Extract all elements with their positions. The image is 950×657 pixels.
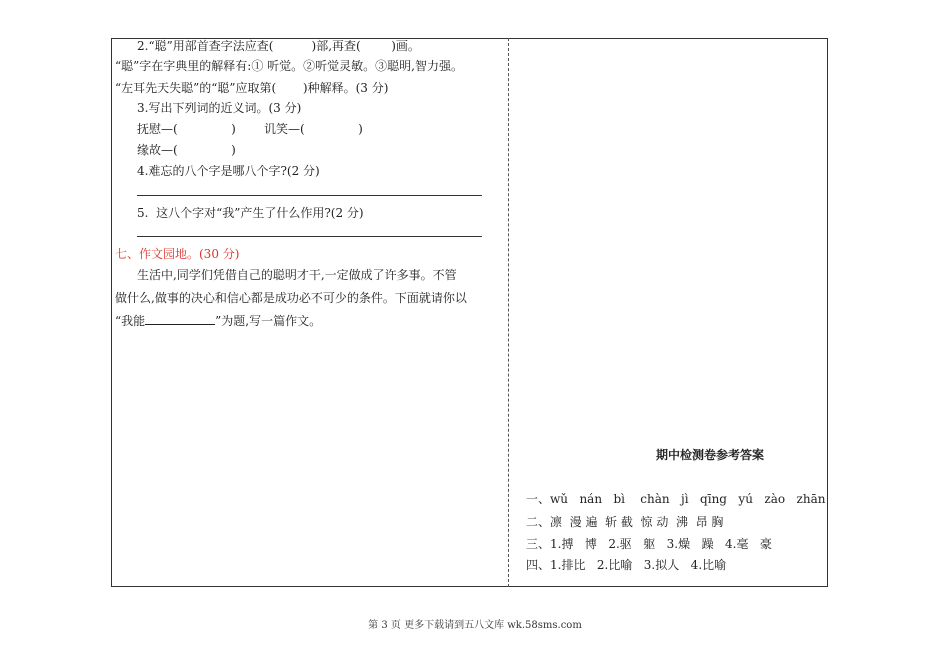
page-footer: 第 3 页 更多下载请到五八文库 wk.58sms.com — [368, 620, 582, 631]
q3-title: 3.写出下列词的近义词。(3 分) — [137, 101, 302, 115]
q4-answer-line — [137, 195, 482, 196]
answers-title: 期中检测卷参考答案 — [656, 448, 765, 462]
essay-title-blank — [145, 312, 215, 325]
q3-item-2: 讥笑—( ) — [264, 122, 363, 136]
section-7-title: 七、作文园地。(30 分) — [115, 247, 240, 261]
essay-line-3 — [115, 312, 321, 329]
q2-line3: “左耳先天失聪”的“聪”应取第( )种解释。(3 分) — [115, 81, 389, 95]
q4-title: 4.难忘的八个字是哪八个字?(2 分) — [137, 164, 320, 178]
q5-answer-line — [137, 236, 482, 237]
answer-row-1: 一、wǔ nán bì chàn jì qīng yú zào zhān — [526, 492, 826, 506]
q3-item-3: 缘故—( ) — [137, 143, 236, 157]
answer-row-2: 二、凛 漫 遍 斩 截 惊 动 沸 昂 胸 — [526, 515, 724, 529]
column-divider — [508, 38, 509, 587]
essay-prefix: “我能 — [115, 314, 146, 328]
q2-line1: 2.“聪”用部首查字法应查( )部,再查( )画。 — [137, 39, 420, 53]
essay-line-1: 生活中,同学们凭借自己的聪明才干,一定做成了许多事。不管 — [137, 268, 457, 282]
answer-row-4: 四、1.排比 2.比喻 3.拟人 4.比喻 — [526, 558, 727, 572]
essay-suffix: ”为题,写一篇作文。 — [215, 314, 322, 328]
q2-line2: “聪”字在字典里的解释有:① 听觉。②听觉灵敏。③聪明,智力强。 — [115, 59, 463, 73]
q3-item-1: 抚慰—( ) — [137, 122, 236, 136]
essay-line-2: 做什么,做事的决心和信心都是成功必不可少的条件。下面就请你以 — [115, 291, 467, 305]
q5-title: 5. 这八个字对“我”产生了什么作用?(2 分) — [137, 206, 364, 220]
answer-row-3: 三、1.搏 博 2.驱 躯 3.燥 躁 4.毫 豪 — [526, 537, 772, 551]
